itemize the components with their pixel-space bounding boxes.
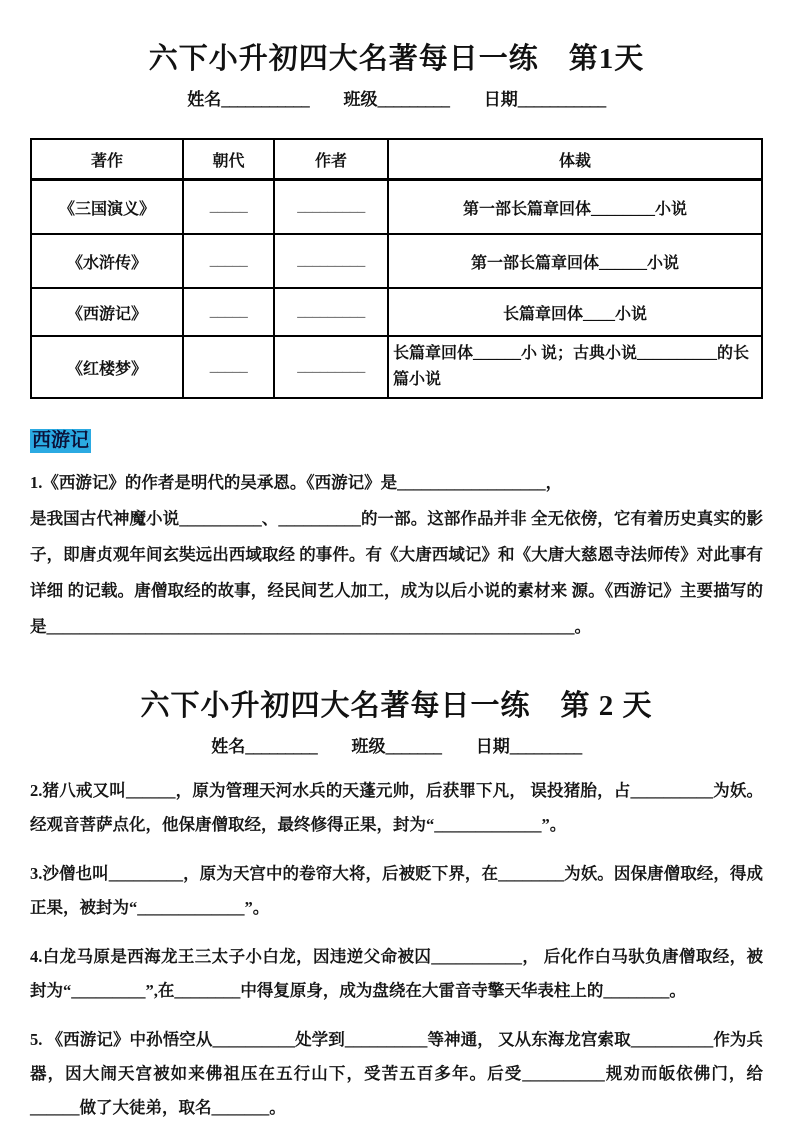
date-blank-line: ___________ (517, 90, 606, 109)
dynasty-blank: _____ (183, 336, 274, 398)
date-label: 日期 (475, 737, 510, 756)
day2-section (30, 689, 763, 1122)
day1-section (30, 42, 763, 645)
question-3: 3.沙僧也叫_________，原为天宫中的卷帘大将，后被贬下界，在________为妖。因保唐僧取经，得成正果，被封为“_____________”。 (30, 864, 763, 917)
question-1-first-line: 1.《西游记》的作者是明代的吴承恩。《西游记》是__________________， (30, 473, 563, 492)
work-title: 《水浒传》 (31, 234, 183, 288)
genre-text: 长篇章回体______小 说；古典小说__________的长篇小说 (388, 336, 762, 398)
date-field (484, 88, 606, 112)
date-field (476, 735, 582, 759)
question-2: 2.猪八戒又叫______，原为管理天河水兵的天蓬元帅，后获罪下凡， 误投猪胎，占__________为妖。经观音菩萨点化，他保唐僧取经，最终修得正果，封为“_____________”。 (30, 781, 763, 834)
header-work: 著作 (31, 139, 183, 180)
class-field (344, 88, 450, 112)
dynasty-blank: _____ (183, 234, 274, 288)
class-label: 班级 (343, 90, 378, 109)
day1-fields-line (30, 88, 763, 112)
name-label: 姓名 (211, 737, 246, 756)
class-label: 班级 (351, 737, 386, 756)
classics-table (30, 138, 763, 399)
author-blank: _________ (274, 234, 388, 288)
class-blank-line: _______ (385, 737, 442, 756)
class-field (352, 735, 442, 759)
work-title: 《西游记》 (31, 288, 183, 336)
author-blank: _________ (274, 180, 388, 235)
author-blank: _________ (274, 288, 388, 336)
table-row (31, 336, 762, 398)
name-blank-line: _________ (245, 737, 318, 756)
header-dynasty: 朝代 (183, 139, 274, 180)
date-label: 日期 (483, 90, 518, 109)
table-row (31, 180, 762, 235)
question-5: 5. 《西游记》中孙悟空从__________处学到__________等神通， 又从东海龙宫索取__________作为兵器，因大闹天宫被如来佛祖压在五行山下，受苦五百多年。后受__________规劝而皈依佛门，给______做了大徒弟，取名_______。 (30, 1030, 763, 1117)
genre-text: 第一部长篇章回体______小说 (388, 234, 762, 288)
work-title: 《三国演义》 (31, 180, 183, 235)
name-label: 姓名 (187, 90, 222, 109)
question-1-body: 是我国古代神魔小说__________、__________的一部。这部作品并非 全无依傍，它有着历史真实的影子，即唐贞观年间玄奘远出西域取经 的事件。有《大唐西域记》和《大唐大慈恩寺法师传》对此事有详细 的记载。唐僧取经的故事，经民间艺人加工，成为以后小说的素材来 源。《西游记》主要描写的是________________________________________________________________。 (30, 509, 763, 636)
name-blank-line: ___________ (221, 90, 310, 109)
name-field (211, 735, 317, 759)
genre-text: 第一部长篇章回体________小说 (388, 180, 762, 235)
name-field (187, 88, 309, 112)
dynasty-blank: _____ (183, 180, 274, 235)
dynasty-blank: _____ (183, 288, 274, 336)
header-genre: 体裁 (388, 139, 762, 180)
class-blank-line: _________ (377, 90, 450, 109)
work-title: 《红楼梦》 (31, 336, 183, 398)
genre-text: 长篇章回体____小说 (388, 288, 762, 336)
table-header-row (31, 139, 762, 180)
header-author: 作者 (274, 139, 388, 180)
table-row (31, 234, 762, 288)
day2-title: 六下小升初四大名著每日一练 第 2 天 (140, 690, 653, 722)
date-blank-line: _________ (509, 737, 582, 756)
author-blank: _________ (274, 336, 388, 398)
day1-title: 六下小升初四大名著每日一练 第1天 (148, 43, 645, 75)
day2-fields-line (30, 735, 763, 759)
xiyouji-section-heading: 西游记 (32, 430, 90, 451)
question-4: 4.白龙马原是西海龙王三太子小白龙，因违逆父命被囚___________， 后化作白马驮负唐僧取经，被封为“_________”,在________中得复原身，成为盘绕在大雷音寺擎天华表柱上的________。 (30, 947, 763, 1000)
table-row (31, 288, 762, 336)
